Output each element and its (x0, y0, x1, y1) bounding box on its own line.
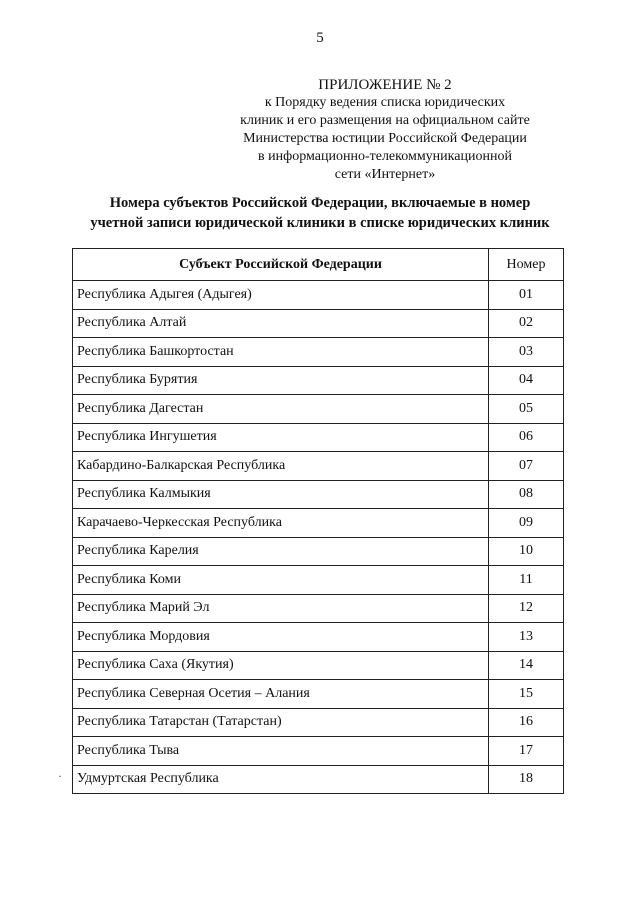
subject-name-cell: Карачаево-Черкесская Республика (73, 509, 489, 538)
subject-name-cell: Республика Карелия (73, 537, 489, 566)
table-row (73, 708, 564, 737)
heading-line: учетной записи юридической клиники в списке юридических клиник (90, 215, 550, 231)
subject-number-cell: 17 (489, 737, 564, 766)
subject-name-cell: Кабардино-Балкарская Республика (73, 452, 489, 481)
subject-name-cell: Республика Башкортостан (73, 338, 489, 367)
subject-name-cell: Удмуртская Республика (73, 765, 489, 794)
page-number: 5 (316, 30, 324, 46)
subject-number-cell: 07 (489, 452, 564, 481)
table-row (73, 366, 564, 395)
table-row (73, 281, 564, 310)
document-heading (0, 193, 640, 233)
subject-number-cell: 08 (489, 480, 564, 509)
subject-name-cell: Республика Дагестан (73, 395, 489, 424)
table-row (73, 338, 564, 367)
subject-number-cell: 01 (489, 281, 564, 310)
subject-name-cell: Республика Калмыкия (73, 480, 489, 509)
subject-number-cell: 09 (489, 509, 564, 538)
appendix-line: клиник и его размещения на официальном сайте (240, 113, 530, 128)
table-body (73, 281, 564, 794)
heading-line: Номера субъектов Российской Федерации, включаемые в номер (109, 195, 531, 211)
subject-number-cell: 13 (489, 623, 564, 652)
table-header-row (73, 249, 564, 281)
subject-name-cell: Республика Коми (73, 566, 489, 595)
table-row (73, 480, 564, 509)
subject-number-cell: 06 (489, 423, 564, 452)
subject-name-cell: Республика Саха (Якутия) (73, 651, 489, 680)
subject-number-cell: 05 (489, 395, 564, 424)
subject-number-cell: 14 (489, 651, 564, 680)
table-row (73, 395, 564, 424)
appendix-line: Министерства юстиции Российской Федерации (243, 131, 527, 146)
subject-number-cell: 15 (489, 680, 564, 709)
subjects-table (72, 248, 564, 794)
appendix-line: сети «Интернет» (334, 167, 436, 182)
subject-number-cell: 03 (489, 338, 564, 367)
subject-name-cell: Республика Адыгея (Адыгея) (73, 281, 489, 310)
subject-number-cell: 12 (489, 594, 564, 623)
subject-name-cell: Республика Северная Осетия – Алания (73, 680, 489, 709)
subject-number-cell: 18 (489, 765, 564, 794)
subject-number-cell: 11 (489, 566, 564, 595)
subject-name-cell: Республика Алтай (73, 309, 489, 338)
subject-number-cell: 16 (489, 708, 564, 737)
table-row (73, 452, 564, 481)
subject-name-cell: Республика Тыва (73, 737, 489, 766)
table-row (73, 423, 564, 452)
subject-name-cell: Республика Татарстан (Татарстан) (73, 708, 489, 737)
table-row (73, 309, 564, 338)
table-row (73, 737, 564, 766)
appendix-line: в информационно-телекоммуникационной (258, 149, 512, 164)
appendix-line: к Порядку ведения списка юридических (264, 95, 506, 110)
subject-name-cell: Республика Марий Эл (73, 594, 489, 623)
table-row (73, 537, 564, 566)
table-row (73, 651, 564, 680)
table-row (73, 509, 564, 538)
table-row (73, 680, 564, 709)
margin-mark: · (58, 769, 62, 783)
column-header-number: Номер (489, 249, 564, 281)
subject-name-cell: Республика Ингушетия (73, 423, 489, 452)
appendix-title: ПРИЛОЖЕНИЕ № 2 (318, 77, 452, 93)
subject-number-cell: 02 (489, 309, 564, 338)
subject-name-cell: Республика Мордовия (73, 623, 489, 652)
subject-number-cell: 10 (489, 537, 564, 566)
subject-name-cell: Республика Бурятия (73, 366, 489, 395)
column-header-subject: Субъект Российской Федерации (73, 249, 489, 281)
table-row (73, 765, 564, 794)
table-row (73, 594, 564, 623)
appendix-block (220, 76, 550, 184)
subject-number-cell: 04 (489, 366, 564, 395)
table-row (73, 623, 564, 652)
table-row (73, 566, 564, 595)
